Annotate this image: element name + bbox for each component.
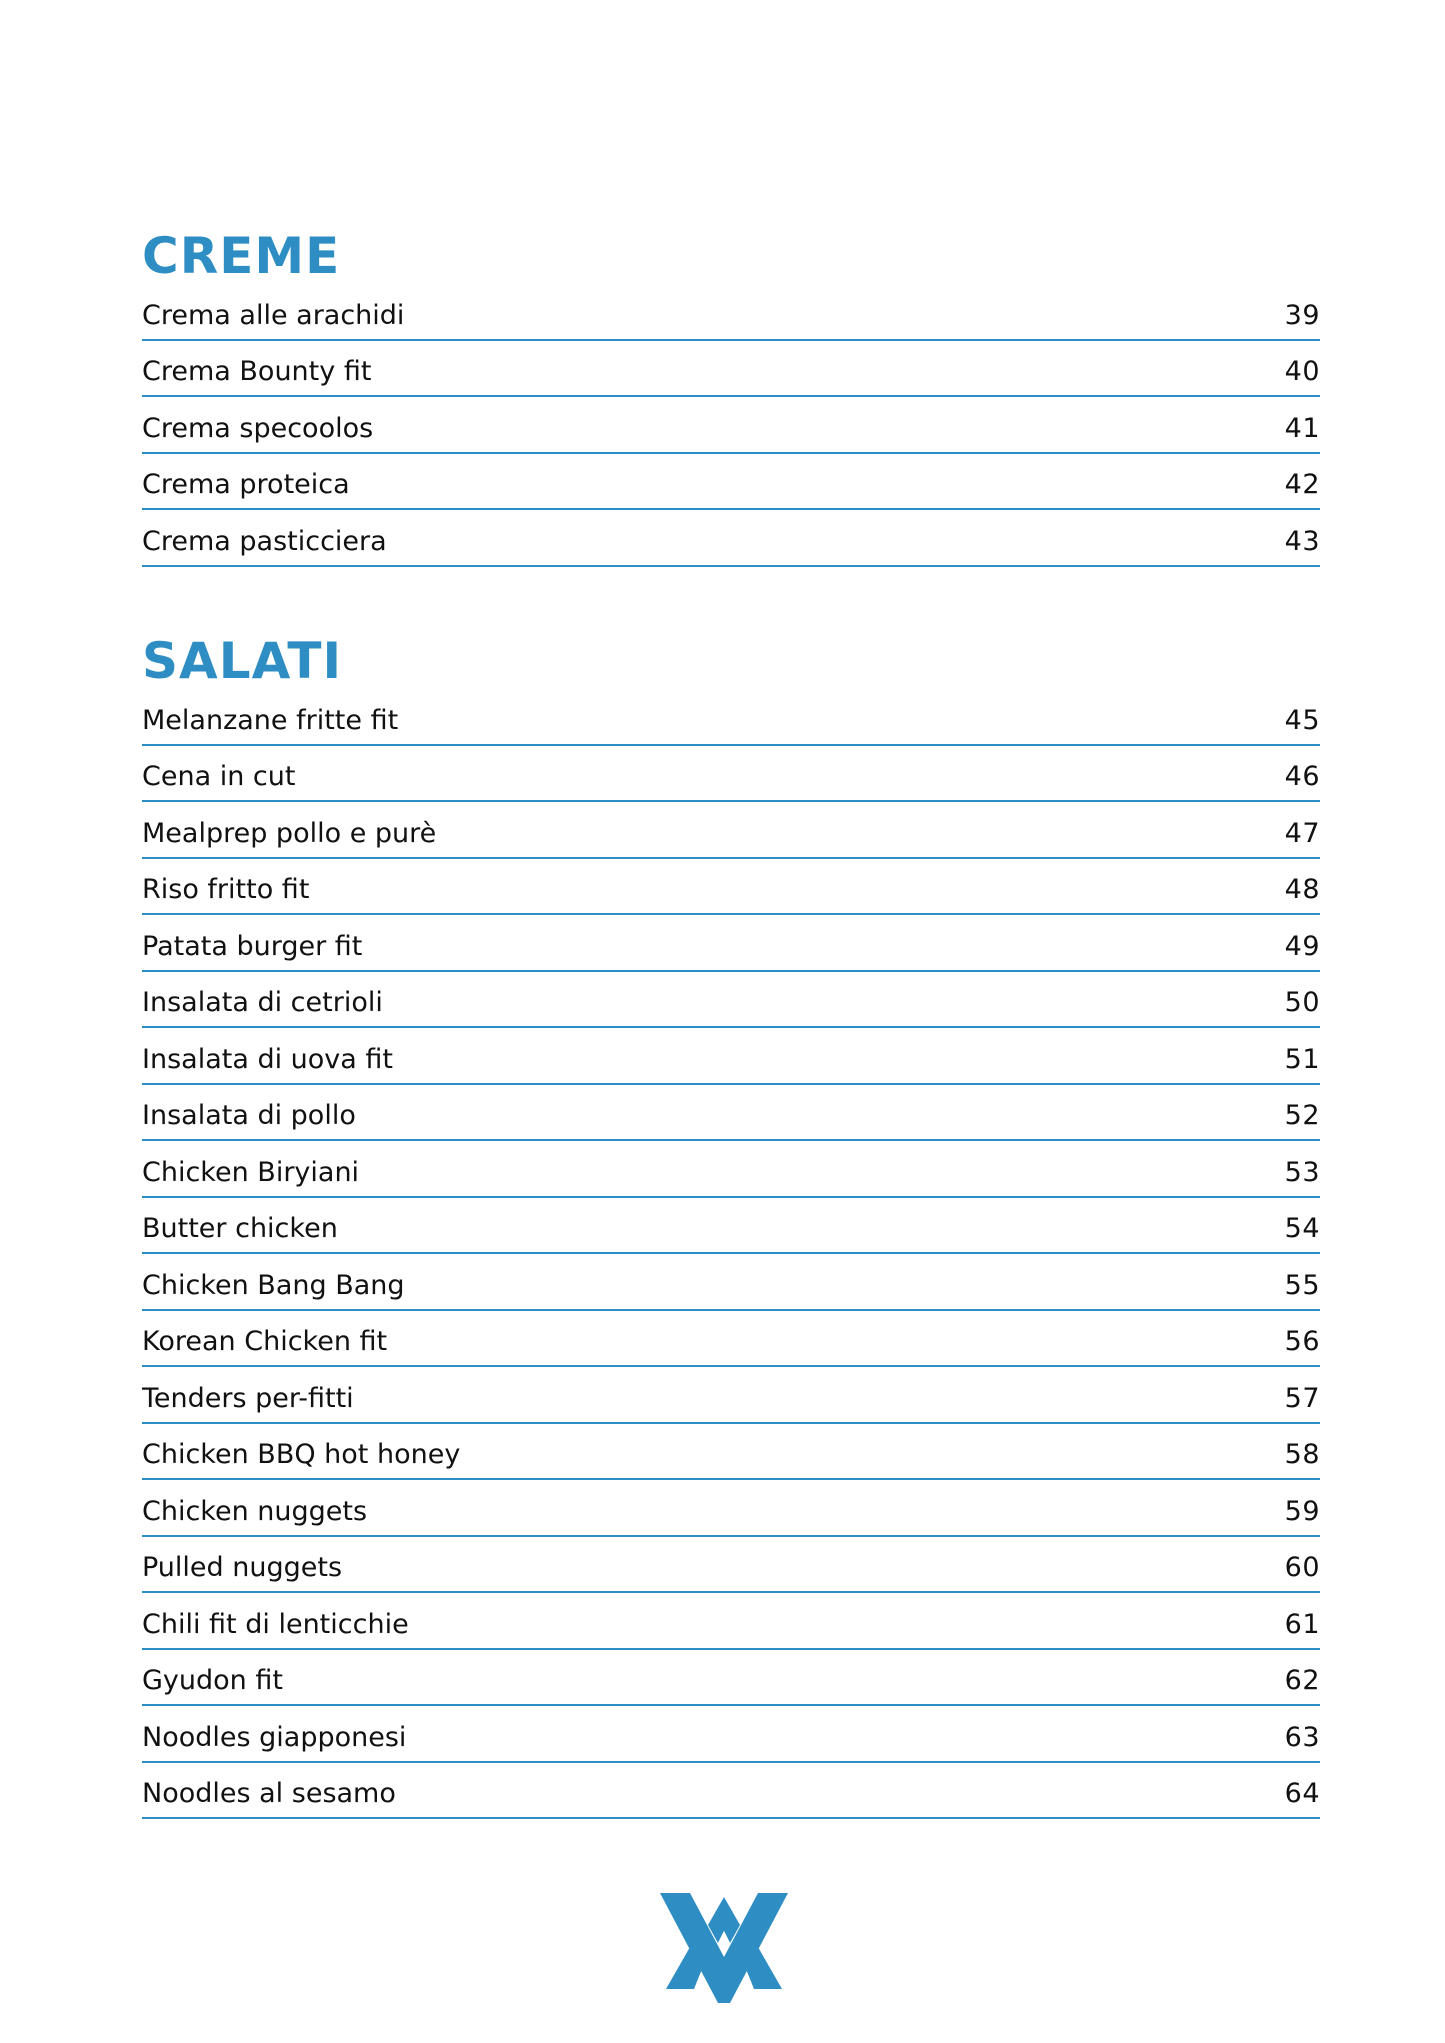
- toc-item-name: Noodles giapponesi: [142, 1721, 407, 1753]
- toc-item-name: Pulled nuggets: [142, 1552, 343, 1583]
- toc-item-page: 61: [1284, 1608, 1320, 1640]
- toc-row[interactable]: [142, 284, 1320, 341]
- toc-item-name: Noodles al sesamo: [142, 1778, 396, 1809]
- toc-row[interactable]: [142, 1650, 1320, 1707]
- section-title-salati: SALATI: [142, 632, 343, 690]
- toc-item-name: Riso fritto fit: [142, 874, 310, 905]
- toc-item-page: 53: [1284, 1156, 1320, 1188]
- toc-item-page: 51: [1284, 1043, 1320, 1075]
- brand-monogram-logo-icon: [660, 1885, 788, 2005]
- toc-row[interactable]: [142, 1028, 1320, 1085]
- toc-row[interactable]: [142, 1367, 1320, 1424]
- toc-item-page: 55: [1284, 1269, 1320, 1301]
- toc-row[interactable]: [142, 1085, 1320, 1142]
- toc-row[interactable]: [142, 341, 1320, 398]
- toc-item-name: Butter chicken: [142, 1213, 338, 1244]
- toc-item-page: 41: [1284, 412, 1320, 444]
- toc-row[interactable]: [142, 689, 1320, 746]
- toc-row[interactable]: [142, 859, 1320, 916]
- toc-list-salati: [142, 689, 1320, 1819]
- toc-item-name: Crema proteica: [142, 469, 350, 500]
- toc-item-page: 54: [1284, 1213, 1320, 1244]
- toc-item-name: Tenders per-fitti: [142, 1382, 354, 1414]
- toc-item-name: Mealprep pollo e purè: [142, 817, 437, 849]
- toc-item-name: Chicken Bang Bang: [142, 1269, 405, 1301]
- toc-item-page: 52: [1284, 1100, 1320, 1131]
- toc-item-page: 56: [1284, 1326, 1320, 1357]
- toc-item-page: 42: [1284, 469, 1320, 500]
- toc-row[interactable]: [142, 802, 1320, 859]
- toc-item-page: 47: [1284, 817, 1320, 849]
- toc-item-page: 46: [1284, 761, 1320, 792]
- toc-item-name: Patata burger fit: [142, 930, 363, 962]
- toc-row[interactable]: [142, 1480, 1320, 1537]
- toc-row[interactable]: [142, 510, 1320, 567]
- toc-row[interactable]: [142, 1141, 1320, 1198]
- toc-item-name: Chicken Biryiani: [142, 1156, 360, 1188]
- toc-item-name: Cena in cut: [142, 761, 296, 792]
- toc-item-page: 49: [1284, 930, 1320, 962]
- toc-item-name: Chicken nuggets: [142, 1495, 368, 1527]
- toc-item-name: Insalata di uova fit: [142, 1043, 394, 1075]
- toc-item-page: 62: [1284, 1665, 1320, 1696]
- toc-item-page: 45: [1284, 704, 1320, 736]
- toc-row[interactable]: [142, 972, 1320, 1029]
- toc-item-name: Chicken BBQ hot honey: [142, 1439, 461, 1470]
- toc-list-creme: [142, 284, 1320, 567]
- toc-item-name: Insalata di cetrioli: [142, 987, 383, 1018]
- toc-item-page: 48: [1284, 874, 1320, 905]
- toc-item-name: Crema alle arachidi: [142, 299, 405, 331]
- toc-row[interactable]: [142, 915, 1320, 972]
- toc-item-page: 64: [1284, 1778, 1320, 1809]
- section-title-creme: CREME: [142, 227, 341, 285]
- toc-row[interactable]: [142, 1424, 1320, 1481]
- toc-row[interactable]: [142, 1593, 1320, 1650]
- toc-row[interactable]: [142, 1763, 1320, 1820]
- toc-row[interactable]: [142, 1254, 1320, 1311]
- toc-row[interactable]: [142, 454, 1320, 511]
- toc-item-name: Crema pasticciera: [142, 525, 387, 557]
- toc-item-page: 50: [1284, 987, 1320, 1018]
- toc-item-page: 40: [1284, 356, 1320, 387]
- toc-row[interactable]: [142, 746, 1320, 803]
- toc-row[interactable]: [142, 1537, 1320, 1594]
- toc-row[interactable]: [142, 1198, 1320, 1255]
- toc-item-name: Korean Chicken fit: [142, 1326, 388, 1357]
- toc-item-page: 43: [1284, 525, 1320, 557]
- toc-row[interactable]: [142, 1311, 1320, 1368]
- toc-row[interactable]: [142, 1706, 1320, 1763]
- toc-item-name: Insalata di pollo: [142, 1100, 356, 1131]
- toc-item-name: Melanzane fritte fit: [142, 704, 399, 736]
- toc-item-name: Crema Bounty fit: [142, 356, 372, 387]
- toc-item-page: 63: [1284, 1721, 1320, 1753]
- toc-item-name: Gyudon fit: [142, 1665, 283, 1696]
- toc-row[interactable]: [142, 397, 1320, 454]
- toc-item-page: 60: [1284, 1552, 1320, 1583]
- toc-item-page: 59: [1284, 1495, 1320, 1527]
- toc-item-page: 39: [1284, 299, 1320, 331]
- toc-item-page: 57: [1284, 1382, 1320, 1414]
- toc-item-name: Crema specoolos: [142, 412, 374, 444]
- toc-item-page: 58: [1284, 1439, 1320, 1470]
- toc-item-name: Chili fit di lenticchie: [142, 1608, 409, 1640]
